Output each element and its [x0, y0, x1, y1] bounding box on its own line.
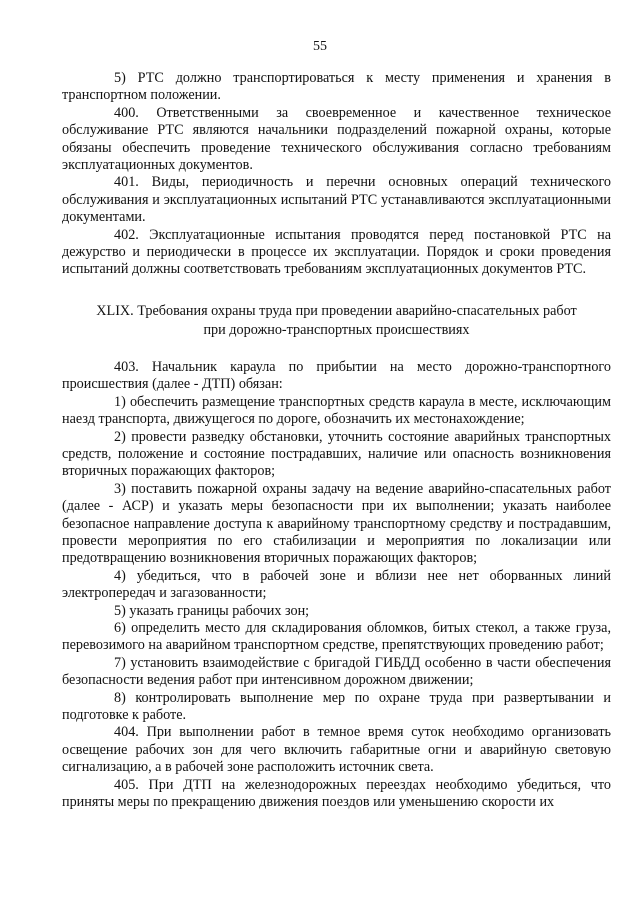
paragraph-5-rts-transport: 5) РТС должно транспортироваться к месту применения и хранения в транспортном положении.	[62, 70, 611, 104]
list-item-6: 6) определить место для складирования обломков, битых стекол, а также груза, перевозимого на аварийном транспортном средстве, препятствующих проведению работ;	[62, 619, 611, 654]
list-item-1: 1) обеспечить размещение транспортных средств караула в месте, исключающим наезд транспорта, движущегося по дороге, обозначить их местонахождение;	[62, 393, 611, 428]
paragraph-402: 402. Эксплуатационные испытания проводятся перед постановкой РТС на дежурство и периодически в процессе их эксплуатации. Порядок и сроки проведения испытаний должны соответствовать требованиям эксплуатационных документов РТС.	[62, 226, 611, 278]
paragraph-405: 405. При ДТП на железнодорожных переездах необходимо убедиться, что приняты меры по прекращению движения поездов или уменьшению скорости их	[62, 776, 611, 811]
paragraph-401: 401. Виды, периодичность и перечни основных операций технического обслуживания и эксплуатационных испытаний РТС устанавливаются эксплуатационными документами.	[62, 174, 611, 226]
paragraph-400: 400. Ответственными за своевременное и качественное техническое обслуживание РТС являются начальники подразделений пожарной охраны, которые обязаны обеспечить проведение технического обслуживания согласно требованиям эксплуатационных документов.	[62, 104, 611, 174]
paragraph-404: 404. При выполнении работ в темное время суток необходимо организовать освещение рабочих зон для чего включить габаритные огни и аварийную световую сигнализацию, а в рабочей зоне расположить источник света.	[62, 724, 611, 776]
section-heading-line-1: XLIX. Требования охраны труда при проведении аварийно-спасательных работ	[96, 302, 577, 319]
list-item-4: 4) убедиться, что в рабочей зоне и вблизи нее нет оборванных линий электропередач и загазованности;	[62, 567, 611, 602]
document-body	[62, 70, 611, 811]
page-number: 55	[313, 39, 327, 54]
section-heading	[62, 302, 611, 340]
list-item-8: 8) контролировать выполнение мер по охране труда при развертывании и подготовке к работе.	[62, 689, 611, 723]
list-item-7: 7) установить взаимодействие с бригадой ГИБДД особенно в части обеспечения безопасности ведения работ при интенсивном дорожном движении;	[62, 654, 611, 689]
paragraph-403: 403. Начальник караула по прибытии на место дорожно-транспортного происшествия (далее - ДТП) обязан:	[62, 358, 611, 393]
list-item-5: 5) указать границы рабочих зон;	[114, 602, 310, 619]
section-heading-line-2: при дорожно-транспортных происшествиях	[203, 321, 470, 338]
list-item-2: 2) провести разведку обстановки, уточнить состояние аварийных транспортных средств, положение и состояние пострадавших, наличие или опасность возникновения вторичных поражающих факторов;	[62, 428, 611, 480]
list-item-3: 3) поставить пожарной охраны задачу на ведение аварийно-спасательных работ (далее - АСР) и указать меры безопасности при их выполнении; указать наиболее безопасное направление доступа к аварийному транспортному средству и пострадавшим, провести мероприятия по его стабилизации и мероприятия по локализации или предотвращению возникновения вторичных поражающих факторов;	[62, 480, 611, 567]
